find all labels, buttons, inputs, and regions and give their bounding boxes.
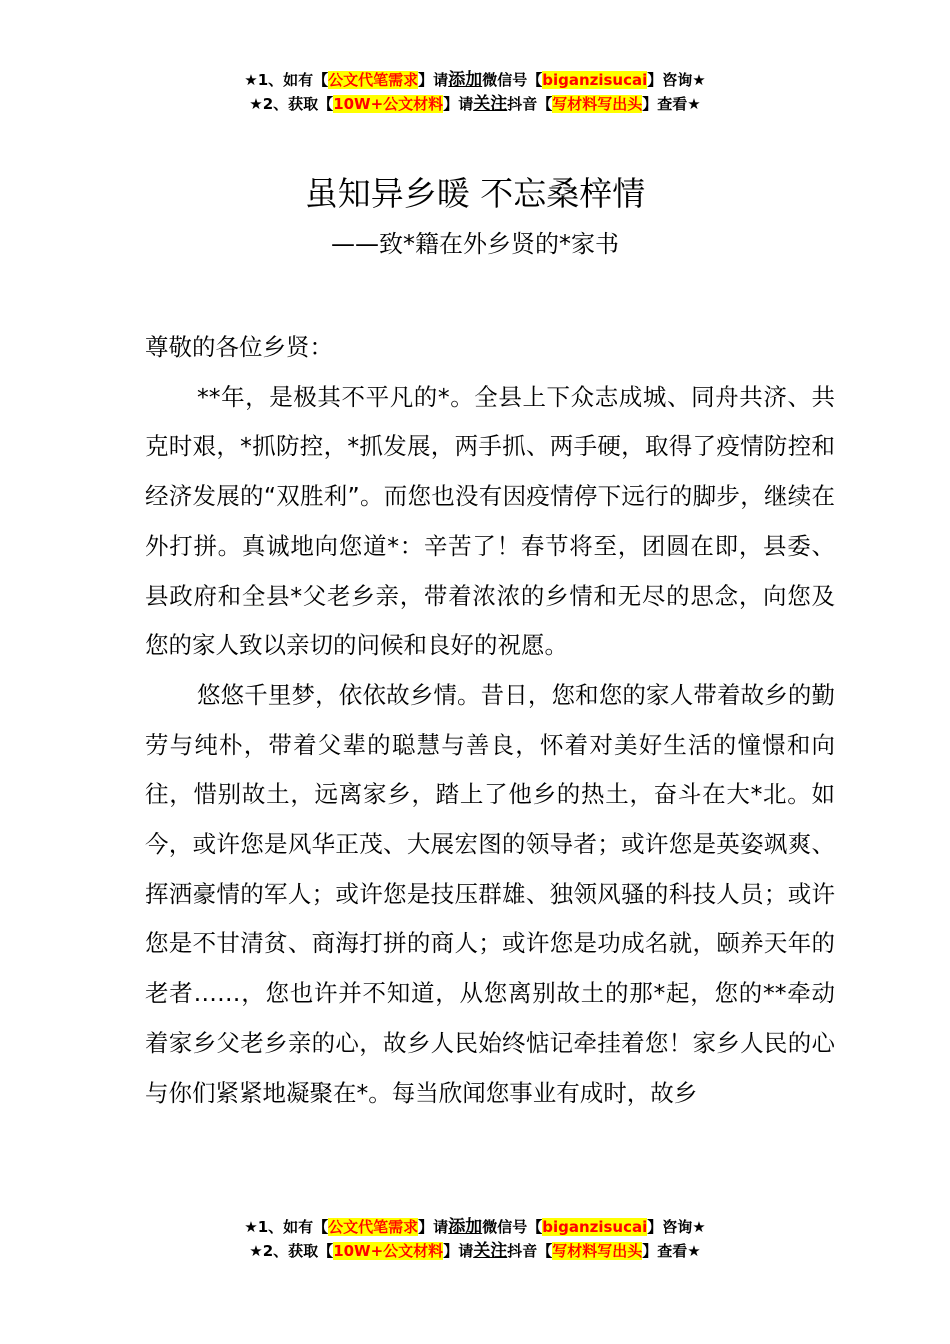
banner-underlined: 添加 (448, 1217, 483, 1237)
banner-highlight: 写材料写出头 (552, 95, 643, 113)
banner-text: 抖音【 (507, 1242, 553, 1260)
banner-highlight: 公文代笔需求 (328, 1218, 419, 1236)
banner-text: 】请 (418, 71, 449, 89)
banner-highlight: 10W+公文材料 (333, 1242, 444, 1260)
banner-text: ★2、获取【 (249, 95, 334, 113)
banner-text: 】咨询★ (647, 1218, 706, 1236)
banner-text: 】查看★ (642, 1242, 701, 1260)
banner-line-1 (0, 68, 950, 92)
banner-text: 微信号【 (482, 1218, 543, 1236)
banner-highlight: 写材料写出头 (552, 1242, 643, 1260)
banner-line-1 (0, 1215, 950, 1239)
banner-line-2 (0, 92, 950, 116)
bottom-banner (0, 1215, 950, 1263)
document-subtitle: ——致*籍在外乡贤的*家书 (331, 230, 619, 258)
document-body (145, 323, 835, 1118)
banner-highlight: biganzisucai (542, 71, 648, 89)
banner-text: 】请 (418, 1218, 449, 1236)
salutation: 尊敬的各位乡贤： (145, 333, 333, 361)
top-banner (0, 68, 950, 116)
document-title: 虽知异乡暖 不忘桑梓情 (304, 174, 646, 213)
banner-text: 】查看★ (642, 95, 701, 113)
banner-highlight: 公文代笔需求 (328, 71, 419, 89)
banner-text: 】咨询★ (647, 71, 706, 89)
banner-text: ★2、获取【 (249, 1242, 334, 1260)
banner-underlined: 添加 (448, 70, 483, 90)
banner-text: 】请 (443, 95, 474, 113)
banner-underlined: 关注 (473, 1241, 508, 1261)
banner-highlight: biganzisucai (542, 1218, 648, 1236)
banner-text: ★1、如有【 (244, 71, 329, 89)
banner-line-2 (0, 1239, 950, 1263)
banner-text: 微信号【 (482, 71, 543, 89)
banner-highlight: 10W+公文材料 (333, 95, 444, 113)
banner-underlined: 关注 (473, 94, 508, 114)
paragraph: 悠悠千里梦，依依故乡情。昔日，您和您的家人带着故乡的勤劳与纯朴，带着父辈的聪慧与善良，怀着对美好生活的憧憬和向往，惜别故土，远离家乡，踏上了他乡的热土，奋斗在大*北。如今，或许您是风华正茂、大展宏图的领导者；或许您是英姿飒爽、挥洒豪情的军人；或许您是技压群雄、独领风骚的科技人员；或许您是不甘清贫、商海打拼的商人；或许您是功成名就，颐养天年的老者……，您也许并不知道，从您离别故土的那*起，您的**牵动着家乡父老乡亲的心，故乡人民始终惦记牵挂着您！家乡人民的心与你们紧紧地凝聚在*。每当欣闻您事业有成时，故乡 (145, 680, 835, 1107)
paragraph: **年，是极其不平凡的*。全县上下众志成城、同舟共济、共克时艰，*抓防控，*抓发展，两手抓、两手硬，取得了疫情防控和经济发展的“双胜利”。而您也没有因疫情停下远行的脚步，继续在外打拼。真诚地向您道*：辛苦了！春节将至，团圆在即，县委、县政府和全县*父老乡亲，带着浓浓的乡情和无尽的思念，向您及您的家人致以亲切的问候和良好的祝愿。 (145, 382, 835, 660)
banner-text: 抖音【 (507, 95, 553, 113)
banner-text: ★1、如有【 (244, 1218, 329, 1236)
banner-text: 】请 (443, 1242, 474, 1260)
